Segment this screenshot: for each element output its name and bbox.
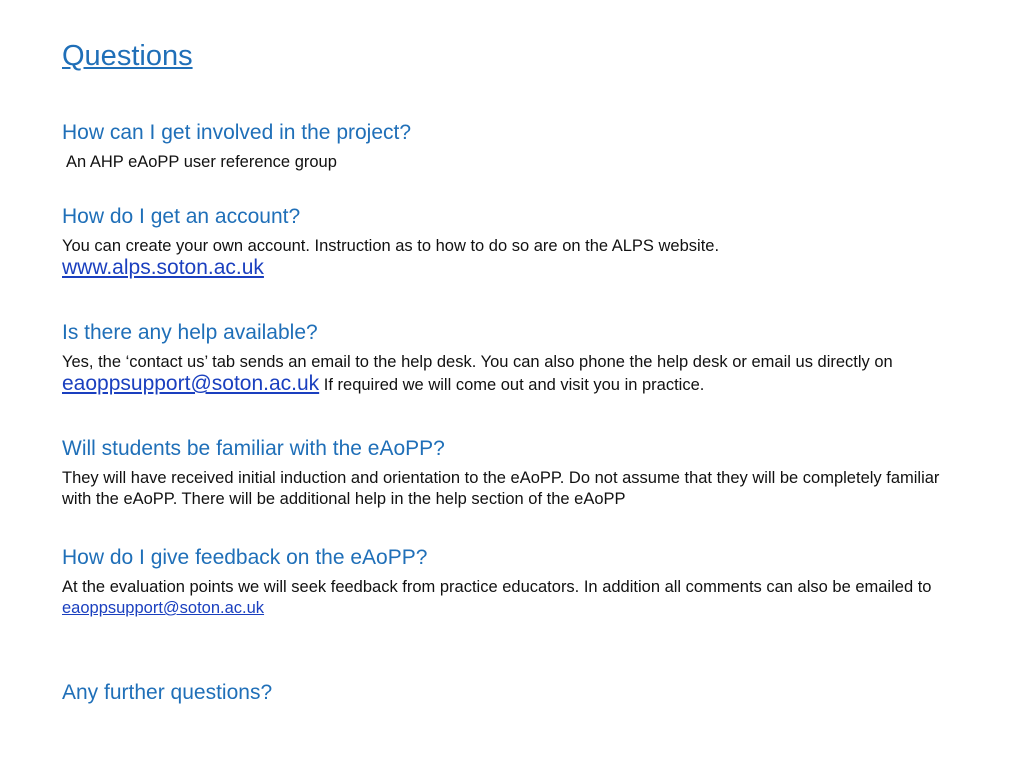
question-account-heading: How do I get an account?: [62, 205, 301, 228]
question-feedback-heading: How do I give feedback on the eAoPP?: [62, 546, 428, 569]
question-involvement-heading: How can I get involved in the project?: [62, 121, 412, 144]
alps-website-link[interactable]: www.alps.soton.ac.uk: [62, 256, 264, 279]
answer-help: [62, 352, 962, 396]
question-students-heading: Will students be familiar with the eAoPP?: [62, 437, 445, 460]
answer-students: They will have received initial induction and orientation to the eAoPP. Do not assume that they will be completely familiar with the eAoPP. There will be additional help in the help section of the eAoPP: [62, 469, 940, 508]
closing-question: Any further questions?: [62, 681, 273, 704]
answer-involvement: An AHP eAoPP user reference group: [66, 153, 337, 171]
answer-feedback: [62, 577, 962, 619]
slide-title[interactable]: Questions: [62, 40, 193, 72]
answer-account: You can create your own account. Instruction as to how to do so are on the ALPS website.: [62, 237, 720, 255]
question-help-heading: Is there any help available?: [62, 321, 318, 344]
support-email-link[interactable]: eaoppsupport@soton.ac.uk: [62, 372, 320, 395]
feedback-email-link[interactable]: eaoppsupport@soton.ac.uk: [62, 599, 265, 617]
answer-feedback-text: At the evaluation points we will seek feedback from practice educators. In addition all comments can also be emailed to: [62, 578, 932, 596]
answer-help-text: Yes, the ‘contact us’ tab sends an email to the help desk. You can also phone the help desk or email us directly on: [62, 353, 893, 371]
answer-help-text-end: If required we will come out and visit you in practice.: [323, 376, 705, 394]
